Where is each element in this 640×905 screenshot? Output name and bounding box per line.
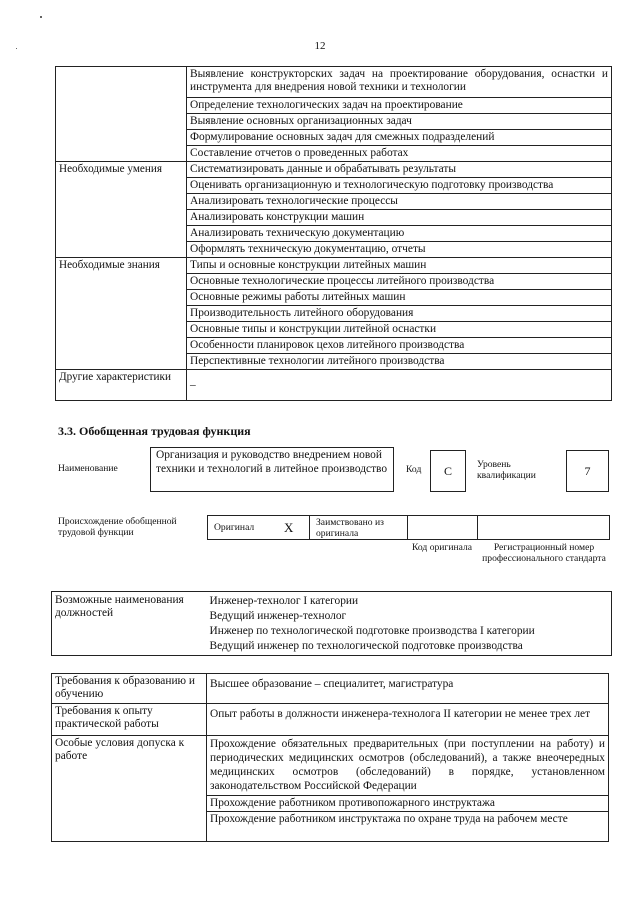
continued-item: Выявление конструкторских задач на проектирование оборудования, оснастки и инструмента для внедрения новой техники и технологии (187, 67, 612, 98)
skills-label: Необходимые умения (56, 162, 187, 258)
code-box (430, 450, 466, 492)
positions-table (51, 591, 612, 656)
level-box (566, 450, 609, 492)
function-name: Организация и руководство внедрением новой техники и технологий в литейное производство (156, 449, 388, 475)
access-condition: Прохождение работником инструктажа по охране труда на рабочем месте (207, 812, 609, 842)
knowledge-item: Основные типы и конструкции литейной оснастки (187, 322, 612, 338)
code-label: Код (406, 464, 422, 475)
continued-item: Определение технологических задач на проектирование (187, 98, 612, 114)
experience-label: Требования к опыту практической работы (52, 704, 207, 736)
skill-item: Анализировать технологические процессы (187, 194, 612, 210)
borrowed-label: Заимствовано из оригинала (316, 517, 384, 539)
continued-item: Выявление основных организационных задач (187, 114, 612, 130)
origin-original-cell (207, 515, 310, 540)
knowledge-item: Особенности планировок цехов литейного производства (187, 338, 612, 354)
skill-item: Оценивать организационную и технологическую подготовку производства (187, 178, 612, 194)
knowledge-item: Перспективные технологии литейного производства (187, 354, 612, 370)
education-label: Требования к образованию и обучению (52, 674, 207, 704)
skill-item: Систематизировать данные и обрабатывать результаты (187, 162, 612, 178)
knowledge-item: Производительность литейного оборудования (187, 306, 612, 322)
top-table (55, 66, 612, 401)
origin-borrowed-cell (309, 515, 408, 540)
continued-item: Формулирование основных задач для смежных подразделений (187, 130, 612, 146)
position-item: Инженер-технолог I категории (209, 595, 359, 607)
education-value: Высшее образование – специалитет, магистратура (207, 674, 609, 704)
knowledge-item: Основные технологические процессы литейного производства (187, 274, 612, 290)
code-caption: Код оригинала (411, 542, 473, 553)
skill-item: Анализировать техническую документацию (187, 226, 612, 242)
continued-item: Составление отчетов о проведенных работах (187, 146, 612, 162)
section-title: 3.3. Обобщенная трудовая функция (58, 424, 251, 438)
page-number: 12 (314, 40, 326, 52)
position-item: Ведущий инженер-технолог (209, 610, 347, 622)
position-item: Инженер по технологической подготовке производства I категории (209, 625, 535, 637)
requirements-table (51, 673, 609, 842)
code-value: C (443, 464, 452, 478)
access-conditions-label: Особые условия допуска к работе (52, 736, 207, 842)
positions-list (207, 592, 612, 656)
knowledge-item: Типы и основные конструкции литейных машин (187, 258, 612, 274)
positions-label: Возможные наименования должностей (52, 592, 207, 656)
origin-label: Происхождение обобщенной трудовой функции (58, 516, 177, 538)
original-mark: X (284, 520, 294, 535)
level-value: 7 (584, 464, 591, 478)
knowledge-label: Необходимые знания (56, 258, 187, 370)
reg-caption: Регистрационный номер профессионального стандарта (482, 542, 606, 564)
original-label: Оригинал (214, 522, 255, 533)
experience-value: Опыт работы в должности инженера-технолога II категории не менее трех лет (207, 704, 609, 736)
access-condition: Прохождение обязательных предварительных (при поступлении на работу) и периодических медицинских осмотров (обследований), а также внеочередных медицинских осмотров (обследований) в порядке, установленном законодательством Российской Федерации (207, 736, 609, 796)
access-condition: Прохождение работником противопожарного инструктажа (207, 796, 609, 812)
other-label: Другие характеристики (56, 370, 187, 401)
scan-speck (40, 16, 42, 18)
origin-code-cell (407, 515, 478, 540)
position-item: Ведущий инженер по технологической подготовке производства (209, 640, 523, 652)
name-label: Наименование (58, 463, 118, 474)
other-value: – (187, 370, 612, 401)
knowledge-item: Основные режимы работы литейных машин (187, 290, 612, 306)
level-label: Уровень квалификации (477, 459, 536, 481)
origin-reg-cell (477, 515, 610, 540)
skill-item: Оформлять техническую документацию, отчеты (187, 242, 612, 258)
function-name-box (150, 447, 394, 492)
skill-item: Анализировать конструкции машин (187, 210, 612, 226)
empty-label-cell (56, 67, 187, 162)
